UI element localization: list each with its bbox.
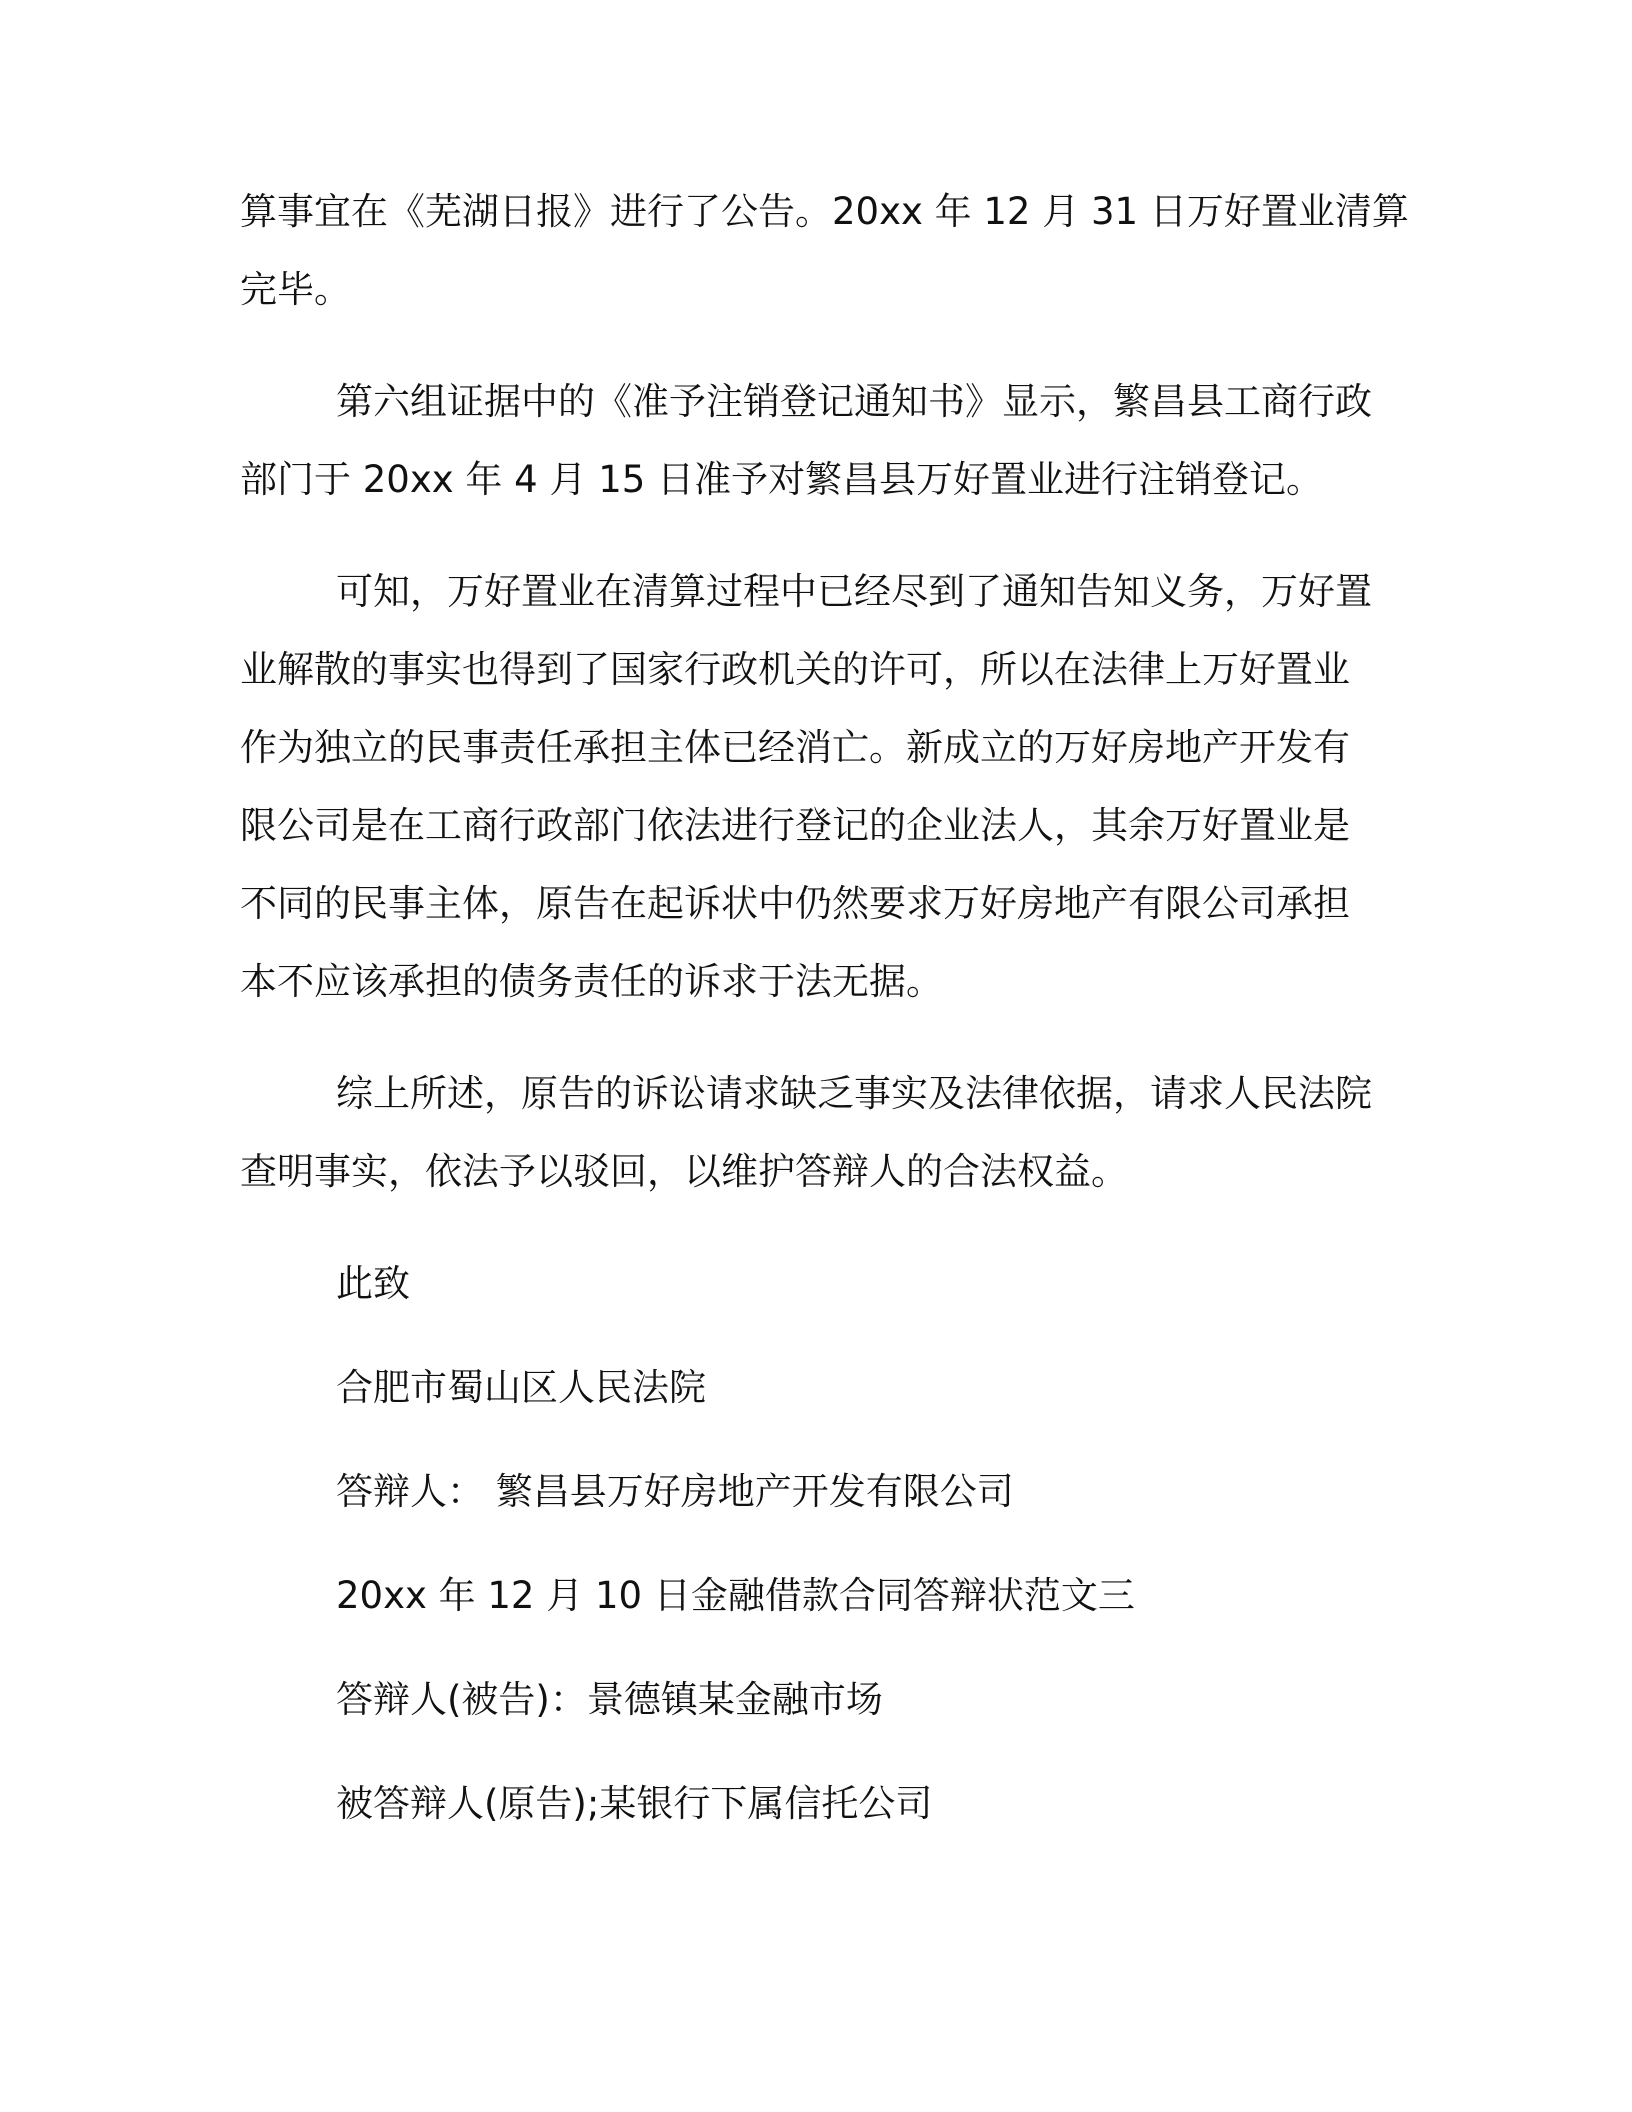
date-title-line: 20xx 年 12 月 10 日金融借款合同答辩状范文三 — [336, 1574, 1135, 1617]
paragraph-4-line-1: 综上所述，原告的诉讼请求缺乏事实及法律依据，请求人民法院 — [336, 1072, 1372, 1115]
paragraph-3-line-6: 本不应该承担的债务责任的诉求于法无据。 — [240, 960, 943, 1003]
paragraph-3-line-2: 业解散的事实也得到了国家行政机关的许可，所以在法律上万好置业 — [240, 648, 1350, 691]
court-name: 合肥市蜀山区人民法院 — [336, 1366, 706, 1409]
defendant-line: 答辩人(被告)：景德镇某金融市场 — [336, 1678, 883, 1721]
paragraph-3-line-4: 限公司是在工商行政部门依法进行登记的企业法人，其余万好置业是 — [240, 804, 1350, 847]
paragraph-2-line-1: 第六组证据中的《准予注销登记通知书》显示，繁昌县工商行政 — [336, 380, 1372, 423]
paragraph-3-line-5: 不同的民事主体，原告在起诉状中仍然要求万好房地产有限公司承担 — [240, 882, 1350, 925]
paragraph-3-line-3: 作为独立的民事责任承担主体已经消亡。新成立的万好房地产开发有 — [240, 726, 1350, 769]
salutation: 此致 — [336, 1262, 410, 1305]
paragraph-3-line-1: 可知，万好置业在清算过程中已经尽到了通知告知义务，万好置 — [336, 570, 1372, 613]
paragraph-4-line-2: 查明事实，依法予以驳回，以维护答辩人的合法权益。 — [240, 1150, 1128, 1193]
paragraph-2-line-2: 部门于 20xx 年 4 月 15 日准予对繁昌县万好置业进行注销登记。 — [240, 458, 1324, 501]
respondent-line: 答辩人： 繁昌县万好房地产开发有限公司 — [336, 1470, 1014, 1513]
plaintiff-line: 被答辩人(原告);某银行下属信托公司 — [336, 1782, 933, 1825]
paragraph-1-line-2: 完毕。 — [240, 268, 351, 311]
paragraph-1-line-1: 算事宜在《芜湖日报》进行了公告。20xx 年 12 月 31 日万好置业清算 — [240, 190, 1409, 233]
